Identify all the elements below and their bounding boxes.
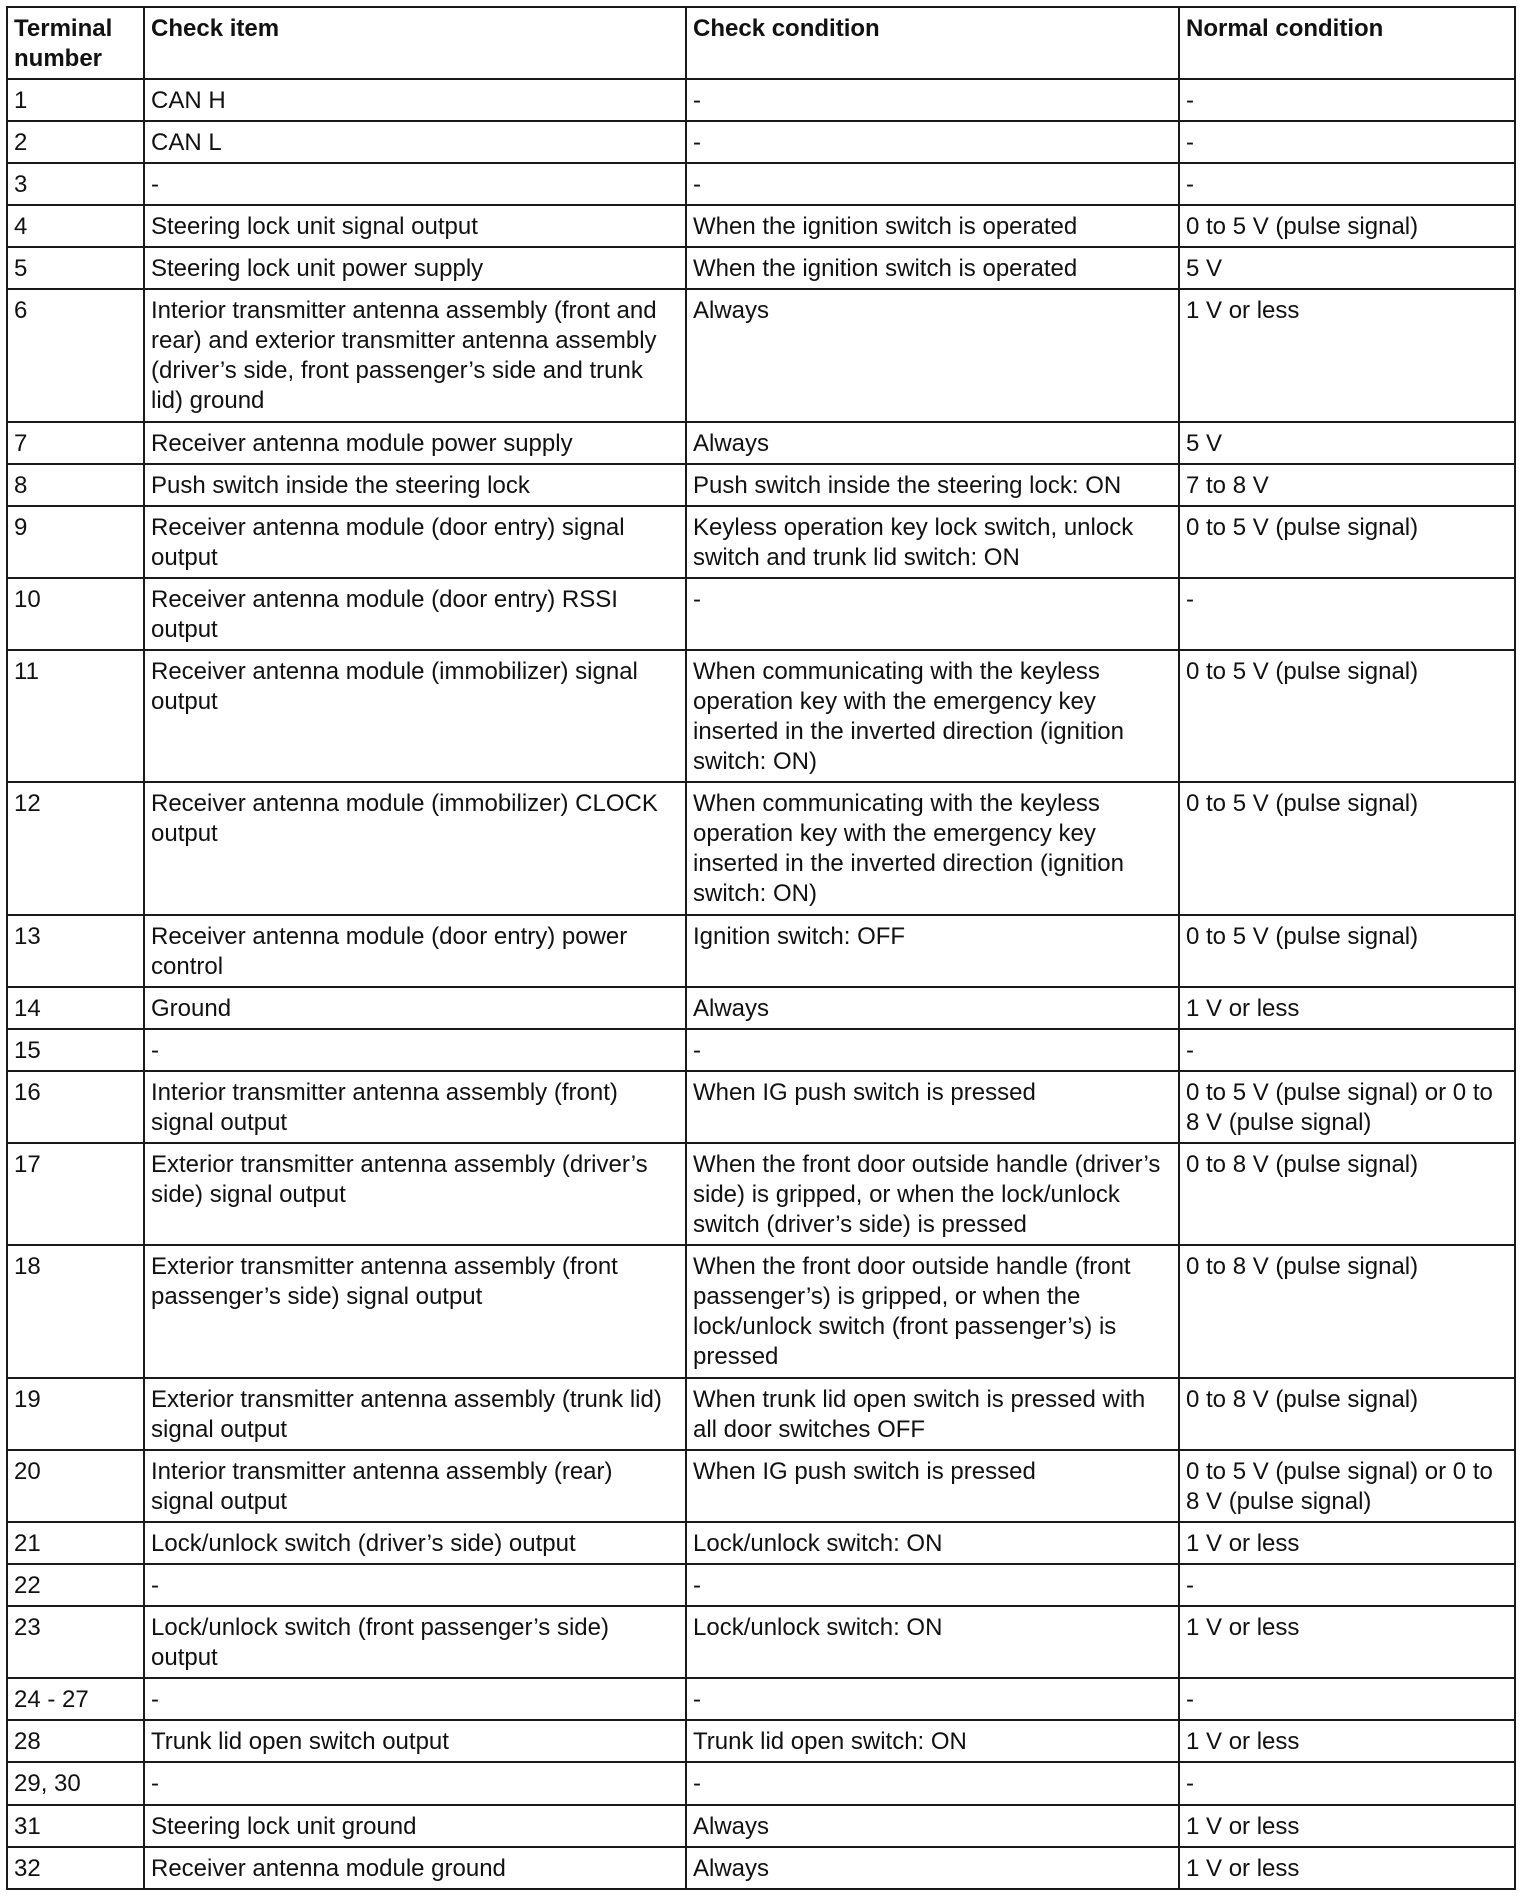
- check-condition-cell: -: [686, 121, 1179, 163]
- terminal-number-cell: 19: [7, 1378, 144, 1450]
- table-row: [7, 205, 1515, 247]
- table-row: [7, 422, 1515, 464]
- check-item-cell: -: [144, 1762, 686, 1804]
- terminal-number-cell: 13: [7, 915, 144, 987]
- check-item-cell: -: [144, 1678, 686, 1720]
- table-row: [7, 1805, 1515, 1847]
- terminal-number-cell: 24 - 27: [7, 1678, 144, 1720]
- check-condition-cell: -: [686, 163, 1179, 205]
- terminal-number-cell: 4: [7, 205, 144, 247]
- terminal-number-cell: 1: [7, 79, 144, 121]
- terminal-number-cell: 20: [7, 1450, 144, 1522]
- normal-condition-cell: -: [1179, 79, 1515, 121]
- table-row: [7, 247, 1515, 289]
- terminal-number-cell: 10: [7, 578, 144, 650]
- check-condition-cell: Always: [686, 1805, 1179, 1847]
- table-row: [7, 1029, 1515, 1071]
- terminal-number-cell: 2: [7, 121, 144, 163]
- normal-condition-cell: 1 V or less: [1179, 1847, 1515, 1889]
- header-check-item: Check item: [144, 7, 686, 79]
- check-item-cell: Interior transmitter antenna assembly (front and rear) and exterior transmitter antenna assembly (driver’s side, front passenger’s side and trunk lid) ground: [144, 289, 686, 421]
- check-item-cell: Receiver antenna module (immobilizer) signal output: [144, 650, 686, 782]
- table-row: [7, 782, 1515, 914]
- normal-condition-cell: -: [1179, 163, 1515, 205]
- table-row: [7, 650, 1515, 782]
- check-item-cell: Lock/unlock switch (front passenger’s side) output: [144, 1606, 686, 1678]
- check-condition-cell: Always: [686, 422, 1179, 464]
- table-row: [7, 163, 1515, 205]
- check-item-cell: Exterior transmitter antenna assembly (trunk lid) signal output: [144, 1378, 686, 1450]
- table-row: [7, 1762, 1515, 1804]
- check-condition-cell: Trunk lid open switch: ON: [686, 1720, 1179, 1762]
- terminal-number-cell: 29, 30: [7, 1762, 144, 1804]
- table-row: [7, 1450, 1515, 1522]
- normal-condition-cell: 7 to 8 V: [1179, 464, 1515, 506]
- check-item-cell: Ground: [144, 987, 686, 1029]
- normal-condition-cell: -: [1179, 1762, 1515, 1804]
- terminal-number-cell: 9: [7, 506, 144, 578]
- check-condition-cell: When the ignition switch is operated: [686, 205, 1179, 247]
- check-item-cell: Receiver antenna module (immobilizer) CLOCK output: [144, 782, 686, 914]
- check-item-cell: Exterior transmitter antenna assembly (front passenger’s side) signal output: [144, 1245, 686, 1377]
- terminal-number-cell: 5: [7, 247, 144, 289]
- table-row: [7, 506, 1515, 578]
- terminal-number-cell: 32: [7, 1847, 144, 1889]
- normal-condition-cell: -: [1179, 1029, 1515, 1071]
- check-condition-cell: When the ignition switch is operated: [686, 247, 1179, 289]
- check-condition-cell: -: [686, 1029, 1179, 1071]
- check-condition-cell: Always: [686, 987, 1179, 1029]
- terminal-number-cell: 23: [7, 1606, 144, 1678]
- check-condition-cell: -: [686, 1678, 1179, 1720]
- check-item-cell: Push switch inside the steering lock: [144, 464, 686, 506]
- check-condition-cell: Keyless operation key lock switch, unlock switch and trunk lid switch: ON: [686, 506, 1179, 578]
- check-condition-cell: When the front door outside handle (driver’s side) is gripped, or when the lock/unlock switch (driver’s side) is pressed: [686, 1143, 1179, 1245]
- check-condition-cell: -: [686, 1564, 1179, 1606]
- check-item-cell: Lock/unlock switch (driver’s side) output: [144, 1522, 686, 1564]
- check-item-cell: Steering lock unit ground: [144, 1805, 686, 1847]
- table-row: [7, 79, 1515, 121]
- table-row: [7, 1678, 1515, 1720]
- table-body: [7, 79, 1515, 1889]
- check-condition-cell: When the front door outside handle (front passenger’s) is gripped, or when the lock/unlock switch (front passenger’s) is pressed: [686, 1245, 1179, 1377]
- check-item-cell: Receiver antenna module (door entry) power control: [144, 915, 686, 987]
- check-condition-cell: -: [686, 79, 1179, 121]
- normal-condition-cell: 5 V: [1179, 422, 1515, 464]
- check-item-cell: -: [144, 163, 686, 205]
- table-row: [7, 1071, 1515, 1143]
- table-row: [7, 578, 1515, 650]
- check-item-cell: Steering lock unit power supply: [144, 247, 686, 289]
- terminal-number-cell: 3: [7, 163, 144, 205]
- check-item-cell: Receiver antenna module power supply: [144, 422, 686, 464]
- normal-condition-cell: 1 V or less: [1179, 1522, 1515, 1564]
- check-item-cell: Steering lock unit signal output: [144, 205, 686, 247]
- normal-condition-cell: 1 V or less: [1179, 1805, 1515, 1847]
- check-item-cell: CAN H: [144, 79, 686, 121]
- normal-condition-cell: 0 to 5 V (pulse signal): [1179, 782, 1515, 914]
- normal-condition-cell: 1 V or less: [1179, 987, 1515, 1029]
- check-condition-cell: -: [686, 1762, 1179, 1804]
- check-condition-cell: Push switch inside the steering lock: ON: [686, 464, 1179, 506]
- check-item-cell: Interior transmitter antenna assembly (rear) signal output: [144, 1450, 686, 1522]
- terminal-number-cell: 31: [7, 1805, 144, 1847]
- normal-condition-cell: 0 to 8 V (pulse signal): [1179, 1378, 1515, 1450]
- check-item-cell: Receiver antenna module ground: [144, 1847, 686, 1889]
- check-item-cell: Trunk lid open switch output: [144, 1720, 686, 1762]
- table-row: [7, 1245, 1515, 1377]
- terminal-number-cell: 17: [7, 1143, 144, 1245]
- table-row: [7, 915, 1515, 987]
- terminal-number-cell: 22: [7, 1564, 144, 1606]
- normal-condition-cell: 0 to 8 V (pulse signal): [1179, 1143, 1515, 1245]
- header-row: [7, 7, 1515, 79]
- check-condition-cell: When IG push switch is pressed: [686, 1071, 1179, 1143]
- table-row: [7, 1720, 1515, 1762]
- check-item-cell: Receiver antenna module (door entry) RSSI output: [144, 578, 686, 650]
- table-row: [7, 289, 1515, 421]
- check-item-cell: -: [144, 1029, 686, 1071]
- terminal-number-cell: 8: [7, 464, 144, 506]
- terminal-number-cell: 16: [7, 1071, 144, 1143]
- check-item-cell: CAN L: [144, 121, 686, 163]
- check-condition-cell: Lock/unlock switch: ON: [686, 1606, 1179, 1678]
- check-item-cell: -: [144, 1564, 686, 1606]
- terminal-number-cell: 6: [7, 289, 144, 421]
- normal-condition-cell: 0 to 5 V (pulse signal) or 0 to 8 V (pulse signal): [1179, 1071, 1515, 1143]
- header-normal-condition: Normal condition: [1179, 7, 1515, 79]
- terminal-number-cell: 28: [7, 1720, 144, 1762]
- table-row: [7, 464, 1515, 506]
- terminal-number-cell: 18: [7, 1245, 144, 1377]
- terminal-number-cell: 12: [7, 782, 144, 914]
- terminal-check-table: [6, 6, 1516, 1890]
- table-row: [7, 1522, 1515, 1564]
- check-item-cell: Exterior transmitter antenna assembly (driver’s side) signal output: [144, 1143, 686, 1245]
- normal-condition-cell: 0 to 5 V (pulse signal): [1179, 915, 1515, 987]
- table-row: [7, 1847, 1515, 1889]
- normal-condition-cell: 0 to 5 V (pulse signal): [1179, 205, 1515, 247]
- check-item-cell: Interior transmitter antenna assembly (front) signal output: [144, 1071, 686, 1143]
- normal-condition-cell: -: [1179, 1564, 1515, 1606]
- normal-condition-cell: 0 to 5 V (pulse signal): [1179, 506, 1515, 578]
- header-terminal-number: Terminal number: [7, 7, 144, 79]
- check-item-cell: Receiver antenna module (door entry) signal output: [144, 506, 686, 578]
- normal-condition-cell: -: [1179, 121, 1515, 163]
- terminal-number-cell: 14: [7, 987, 144, 1029]
- terminal-number-cell: 15: [7, 1029, 144, 1071]
- check-condition-cell: When communicating with the keyless operation key with the emergency key inserted in the inverted direction (ignition switch: ON): [686, 782, 1179, 914]
- table-row: [7, 1143, 1515, 1245]
- check-condition-cell: When IG push switch is pressed: [686, 1450, 1179, 1522]
- check-condition-cell: When trunk lid open switch is pressed with all door switches OFF: [686, 1378, 1179, 1450]
- check-condition-cell: Ignition switch: OFF: [686, 915, 1179, 987]
- table-row: [7, 1564, 1515, 1606]
- normal-condition-cell: 0 to 5 V (pulse signal): [1179, 650, 1515, 782]
- table-row: [7, 987, 1515, 1029]
- check-condition-cell: Always: [686, 289, 1179, 421]
- table-row: [7, 1378, 1515, 1450]
- normal-condition-cell: 1 V or less: [1179, 1720, 1515, 1762]
- check-condition-cell: -: [686, 578, 1179, 650]
- normal-condition-cell: 5 V: [1179, 247, 1515, 289]
- normal-condition-cell: 1 V or less: [1179, 1606, 1515, 1678]
- normal-condition-cell: -: [1179, 578, 1515, 650]
- check-condition-cell: Always: [686, 1847, 1179, 1889]
- terminal-number-cell: 21: [7, 1522, 144, 1564]
- normal-condition-cell: 0 to 8 V (pulse signal): [1179, 1245, 1515, 1377]
- check-condition-cell: When communicating with the keyless operation key with the emergency key inserted in the inverted direction (ignition switch: ON): [686, 650, 1179, 782]
- table-row: [7, 1606, 1515, 1678]
- terminal-number-cell: 11: [7, 650, 144, 782]
- check-condition-cell: Lock/unlock switch: ON: [686, 1522, 1179, 1564]
- normal-condition-cell: -: [1179, 1678, 1515, 1720]
- header-check-condition: Check condition: [686, 7, 1179, 79]
- table-row: [7, 121, 1515, 163]
- normal-condition-cell: 1 V or less: [1179, 289, 1515, 421]
- terminal-number-cell: 7: [7, 422, 144, 464]
- normal-condition-cell: 0 to 5 V (pulse signal) or 0 to 8 V (pulse signal): [1179, 1450, 1515, 1522]
